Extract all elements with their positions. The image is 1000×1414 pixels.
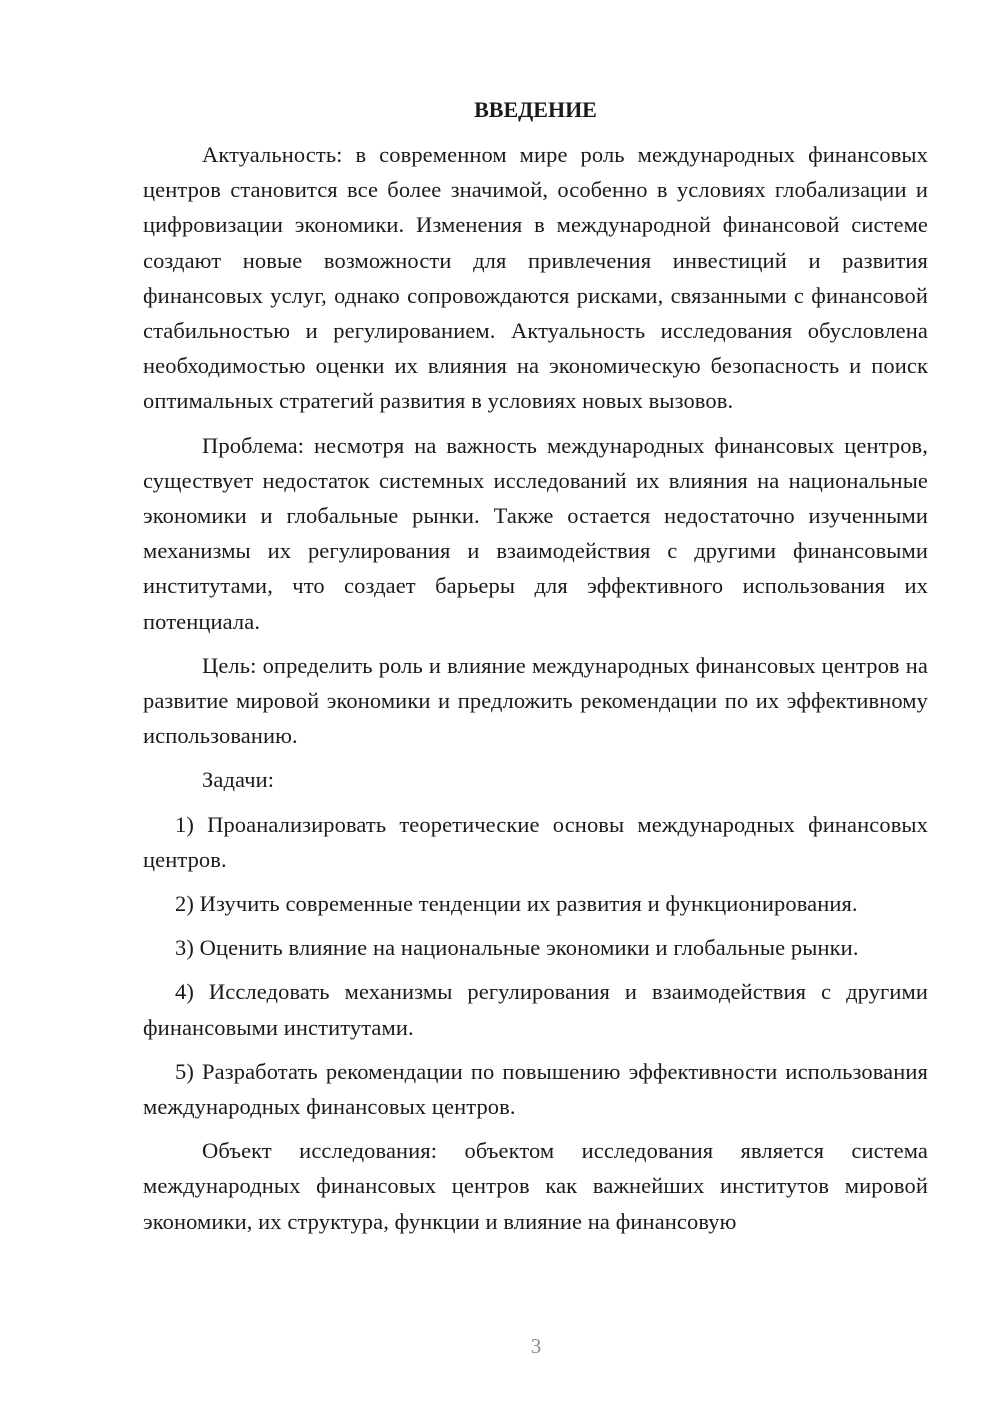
task-item-5: 5) Разработать рекомендации по повышению эффективности использования международных финансовых центров.: [143, 1058, 928, 1120]
task-item-4: 4) Исследовать механизмы регулирования и взаимодействия с другими финансовыми институтами.: [143, 979, 928, 1040]
paragraph-relevance: Актуальность: в современном мире роль международных финансовых центров становится все более значимой, особенно в условиях глобализации и цифровизации экономики. Изменения в международной финансовой системе создают новые возможности для привлечения инвестиций и развития финансовых услуг, однако сопровождаются рисками, связанными с финансовой стабильностью и регулированием. Актуальность исследования обусловлена необходимостью оценки их влияния на экономическую безопасность и поиск оптимальных стратегий развития в условиях новых вызовов.: [143, 142, 928, 414]
paragraph-goal: Цель: определить роль и влияние международных финансовых центров на развитие мировой экономики и предложить рекомендации по их эффективному использованию.: [143, 652, 928, 749]
task-item-1: 1) Проанализировать теоретические основы международных финансовых центров.: [143, 811, 928, 872]
document-page: [143, 95, 928, 1248]
task-item-2: 2) Изучить современные тенденции их развития и функционирования.: [175, 891, 858, 917]
paragraph-object: Объект исследования: объектом исследования является система международных финансовых центров как важнейших институтов мировой экономики, их структура, функции и влияние на финансовую: [143, 1138, 928, 1234]
paragraph-problem: Проблема: несмотря на важность международных финансовых центров, существует недостаток системных исследований их влияния на национальные экономики и глобальные рынки. Также остается недостаточно изученными механизмы их регулирования и взаимодействия с другими финансовыми институтами, что создает барьеры для эффективного использования их потенциала.: [143, 432, 928, 634]
task-item-3: 3) Оценить влияние на национальные экономики и глобальные рынки.: [175, 935, 859, 961]
section-heading: ВВЕДЕНИЕ: [474, 97, 597, 122]
paragraph-tasks-label: Задачи:: [202, 767, 275, 793]
page-number: 3: [530, 1334, 542, 1358]
